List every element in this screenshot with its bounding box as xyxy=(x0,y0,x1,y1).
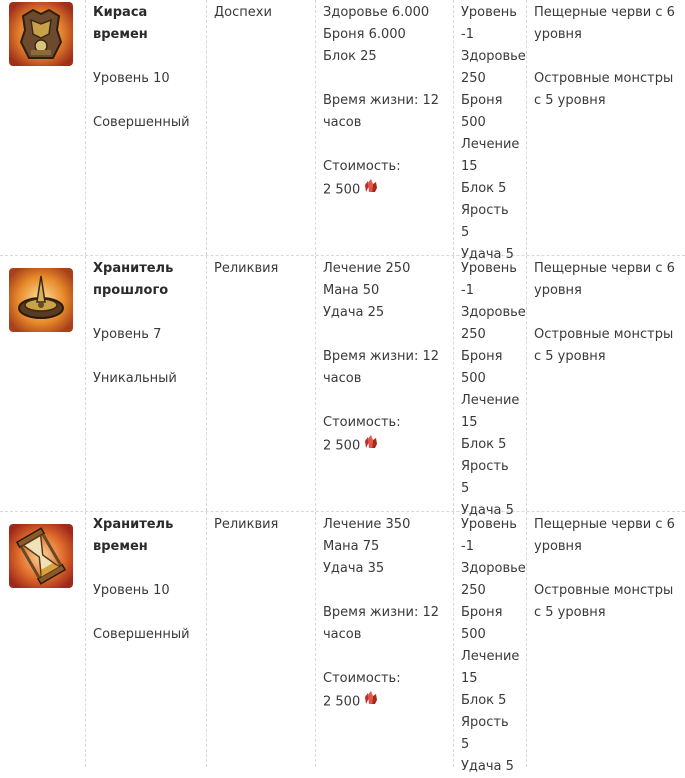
drop-line: с 5 уровня xyxy=(534,349,606,364)
stats-cell xyxy=(316,512,454,767)
item-quality: Уникальный xyxy=(93,371,177,386)
stat-line: Лечение 350 xyxy=(323,517,411,532)
stat-line: Мана 50 xyxy=(323,283,380,298)
bonus-line: Удача 5 xyxy=(461,759,514,774)
cost-value: 2 500 xyxy=(323,694,361,710)
table-row xyxy=(0,0,685,262)
bonus-line: 500 xyxy=(461,627,486,642)
drop-line: уровня xyxy=(534,539,582,554)
lifetime-text: часов xyxy=(323,627,362,642)
name-cell xyxy=(86,256,207,511)
bonus-line: Лечение xyxy=(461,649,520,664)
bonus-line: Удача 5 xyxy=(461,503,514,518)
type-cell xyxy=(207,512,316,767)
drop-line: с 5 уровня xyxy=(534,93,606,108)
item-quality: Совершенный xyxy=(93,115,190,130)
bonus-line: Уровень xyxy=(461,517,517,532)
bonus-line: Уровень xyxy=(461,261,517,276)
bonus-line: Ярость 5 xyxy=(461,203,509,240)
item-level: Уровень 10 xyxy=(93,71,170,86)
bonus-line: Ярость 5 xyxy=(461,459,509,496)
bonus-line: Броня xyxy=(461,349,503,364)
item-type: Реликвия xyxy=(214,517,279,532)
bonus-line: -1 xyxy=(461,539,474,554)
cost-label: Стоимость: xyxy=(323,671,401,686)
drop-line: Пещерные черви с 6 xyxy=(534,261,675,276)
stat-line: Лечение 250 xyxy=(323,261,411,276)
lifetime-text: Время жизни: 12 xyxy=(323,349,440,364)
bonus-cell xyxy=(454,256,527,518)
cost-line xyxy=(323,434,447,458)
stat-line: Мана 75 xyxy=(323,539,380,554)
relic-hourglass-icon[interactable] xyxy=(9,524,73,588)
type-cell xyxy=(207,256,316,511)
bonus-line: Блок 5 xyxy=(461,437,507,452)
type-cell xyxy=(207,0,316,255)
stat-line: Здоровье 6.000 xyxy=(323,5,430,20)
bonus-line: Ярость 5 xyxy=(461,715,509,752)
lifetime-text: Время жизни: 12 xyxy=(323,93,440,108)
item-name: прошлого xyxy=(93,283,169,298)
bonus-line: -1 xyxy=(461,27,474,42)
cost-value: 2 500 xyxy=(323,182,361,198)
relic-top-icon[interactable] xyxy=(9,268,73,332)
bonus-line: Уровень xyxy=(461,5,517,20)
bonus-line: Здоровье xyxy=(461,561,526,576)
icon-cell xyxy=(0,256,86,511)
drop-line: уровня xyxy=(534,27,582,42)
item-name: времен xyxy=(93,539,148,554)
drop-line: с 5 уровня xyxy=(534,605,606,620)
bonus-cell xyxy=(454,512,527,774)
bonus-line: 250 xyxy=(461,71,486,86)
drop-line: Пещерные черви с 6 xyxy=(534,5,675,20)
cost-label: Стоимость: xyxy=(323,415,401,430)
item-name: Хранитель xyxy=(93,261,174,276)
bonus-line: Удача 5 xyxy=(461,247,514,262)
item-level: Уровень 10 xyxy=(93,583,170,598)
drop-cell xyxy=(527,0,685,255)
table-row xyxy=(0,512,685,774)
drop-line: Островные монстры xyxy=(534,583,674,598)
bonus-line: Броня xyxy=(461,605,503,620)
bonus-line: Лечение xyxy=(461,137,520,152)
bonus-line: 250 xyxy=(461,327,486,342)
drop-cell xyxy=(527,256,685,511)
stats-cell xyxy=(316,256,454,511)
cost-line xyxy=(323,178,447,202)
icon-cell xyxy=(0,512,86,767)
bonus-line: Броня xyxy=(461,93,503,108)
lifetime-text: часов xyxy=(323,115,362,130)
drop-line: уровня xyxy=(534,283,582,298)
table-row xyxy=(0,256,685,518)
cost-line xyxy=(323,690,447,714)
icon-cell xyxy=(0,0,86,255)
crystal-icon xyxy=(363,178,379,202)
cost-value: 2 500 xyxy=(323,438,361,454)
drop-line: Пещерные черви с 6 xyxy=(534,517,675,532)
bonus-line: 15 xyxy=(461,159,478,174)
drop-cell xyxy=(527,512,685,767)
crystal-icon xyxy=(363,434,379,458)
lifetime-text: Время жизни: 12 xyxy=(323,605,440,620)
bonus-line: 15 xyxy=(461,415,478,430)
lifetime-text: часов xyxy=(323,371,362,386)
bonus-line: -1 xyxy=(461,283,474,298)
item-quality: Совершенный xyxy=(93,627,190,642)
item-name: времен xyxy=(93,27,148,42)
item-name: Кираса xyxy=(93,5,148,20)
bonus-line: 500 xyxy=(461,115,486,130)
item-type: Реликвия xyxy=(214,261,279,276)
stat-line: Удача 25 xyxy=(323,305,385,320)
bonus-line: 15 xyxy=(461,671,478,686)
stat-line: Броня 6.000 xyxy=(323,27,406,42)
cost-label: Стоимость: xyxy=(323,159,401,174)
armor-cuirass-icon[interactable] xyxy=(9,2,73,66)
item-type: Доспехи xyxy=(214,5,272,20)
crystal-icon xyxy=(363,690,379,714)
stat-line: Блок 25 xyxy=(323,49,377,64)
bonus-cell xyxy=(454,0,527,262)
bonus-line: Лечение xyxy=(461,393,520,408)
stats-cell xyxy=(316,0,454,255)
name-cell xyxy=(86,512,207,767)
stat-line: Удача 35 xyxy=(323,561,385,576)
item-level: Уровень 7 xyxy=(93,327,162,342)
drop-line: Островные монстры xyxy=(534,327,674,342)
bonus-line: Здоровье xyxy=(461,49,526,64)
item-name: Хранитель xyxy=(93,517,174,532)
bonus-line: Блок 5 xyxy=(461,693,507,708)
bonus-line: Блок 5 xyxy=(461,181,507,196)
bonus-line: Здоровье xyxy=(461,305,526,320)
drop-line: Островные монстры xyxy=(534,71,674,86)
bonus-line: 500 xyxy=(461,371,486,386)
bonus-line: 250 xyxy=(461,583,486,598)
name-cell xyxy=(86,0,207,255)
